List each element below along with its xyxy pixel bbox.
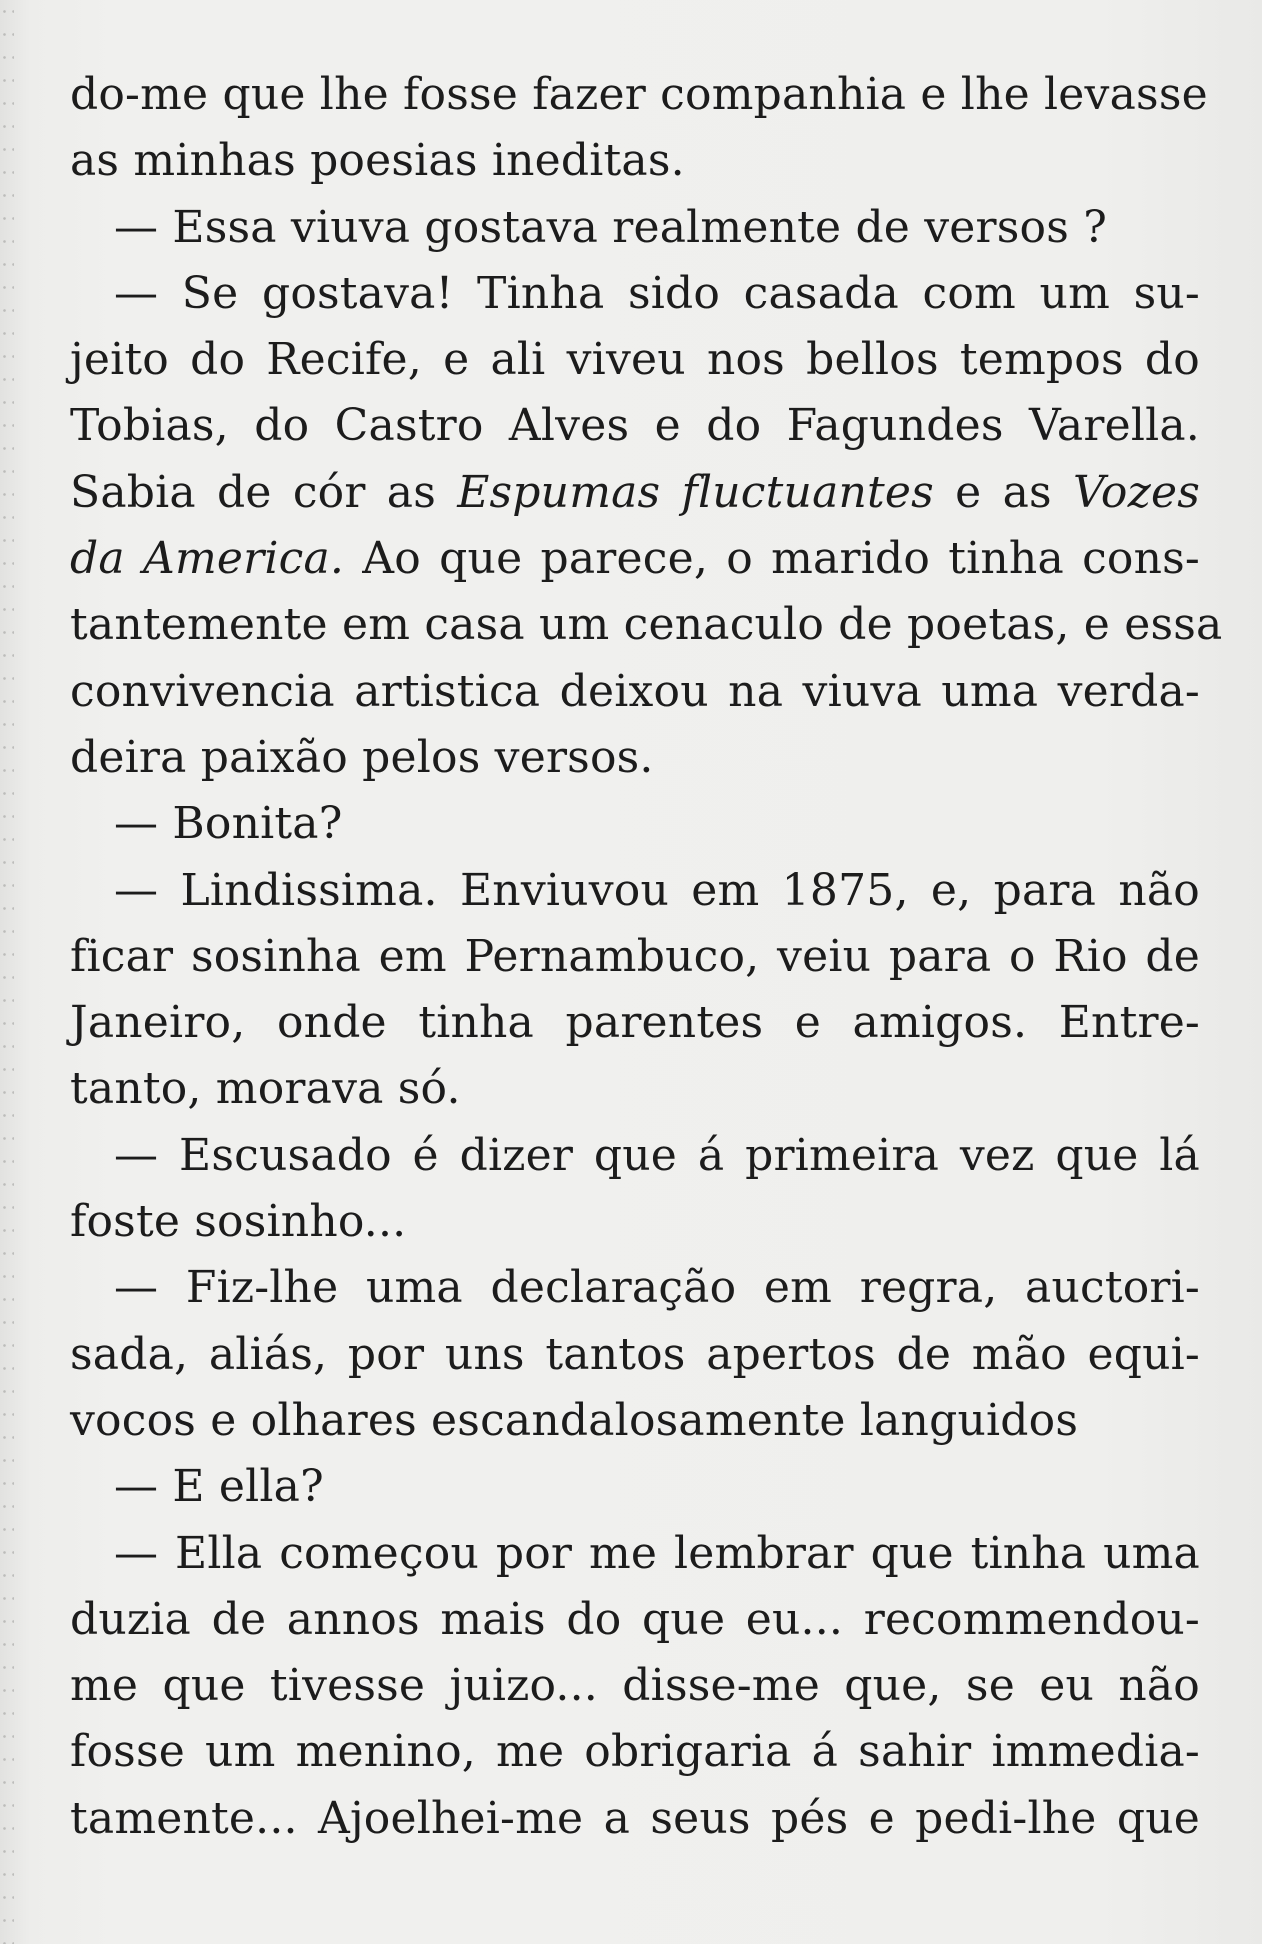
dialogue-line: — Fiz-lhe uma declaração em regra, auctori-	[114, 1262, 1200, 1314]
text-line: Janeiro, onde tinha parentes e amigos. Entre-	[70, 997, 1200, 1049]
text-line: fosse um menino, me obrigaria á sahir immedia-	[70, 1726, 1200, 1778]
page-text-block	[70, 62, 1223, 1852]
text-line: tamente... Ajoelhei-me a seus pés e pedi-lhe que	[70, 1792, 1200, 1844]
text-segment: Sabia de cór as	[70, 466, 458, 518]
dialogue-line: — E ella?	[114, 1461, 324, 1513]
dialogue-line: — Se gostava! Tinha sido casada com um su-	[114, 267, 1200, 319]
text-line: do-me que lhe fosse fazer companhia e lhe levasse	[70, 69, 1208, 120]
dialogue-line: — Essa viuva gostava realmente de versos ?	[114, 201, 1107, 253]
text-line: tantemente em casa um cenaculo de poetas, e essa	[70, 599, 1223, 651]
dialogue-line: — Ella começou por me lembrar que tinha uma	[114, 1527, 1200, 1579]
text-line: jeito do Recife, e ali viveu nos bellos tempos do	[70, 334, 1200, 386]
text-segment: e as	[933, 466, 1073, 518]
text-line: vocos e olhares escandalosamente languidos	[70, 1394, 1079, 1446]
italic-title-vozes: Vozes	[1072, 466, 1200, 518]
dialogue-line: — Escusado é dizer que á primeira vez que lá	[114, 1129, 1200, 1181]
text-line	[70, 460, 1200, 526]
italic-title-america: da America.	[70, 533, 345, 585]
text-segment: Ao que parece, o marido tinha cons-	[344, 533, 1201, 585]
text-line: duzia de annos mais do que eu... recommendou-	[70, 1593, 1200, 1645]
dialogue-line: — Lindissima. Enviuvou em 1875, e, para não	[114, 864, 1200, 916]
text-line: tanto, morava só.	[70, 1063, 461, 1115]
text-line: foste sosinho...	[70, 1196, 407, 1248]
text-line: deira paixão pelos versos.	[70, 731, 654, 783]
text-line: as minhas poesias ineditas.	[70, 135, 685, 187]
text-line: convivencia artistica deixou na viuva uma verda-	[70, 665, 1200, 717]
text-line	[70, 526, 1200, 592]
page-edge-speckles	[0, 0, 14, 1944]
italic-title-espumas: Espumas fluctuantes	[457, 466, 934, 518]
text-line: sada, aliás, por uns tantos apertos de mão equi-	[70, 1328, 1200, 1380]
text-line: Tobias, do Castro Alves e do Fagundes Varella.	[70, 400, 1200, 452]
dialogue-line: — Bonita?	[114, 798, 343, 850]
text-line: ficar sosinha em Pernambuco, veiu para o Rio de	[70, 930, 1200, 982]
text-line: me que tivesse juizo... disse-me que, se eu não	[70, 1660, 1200, 1712]
